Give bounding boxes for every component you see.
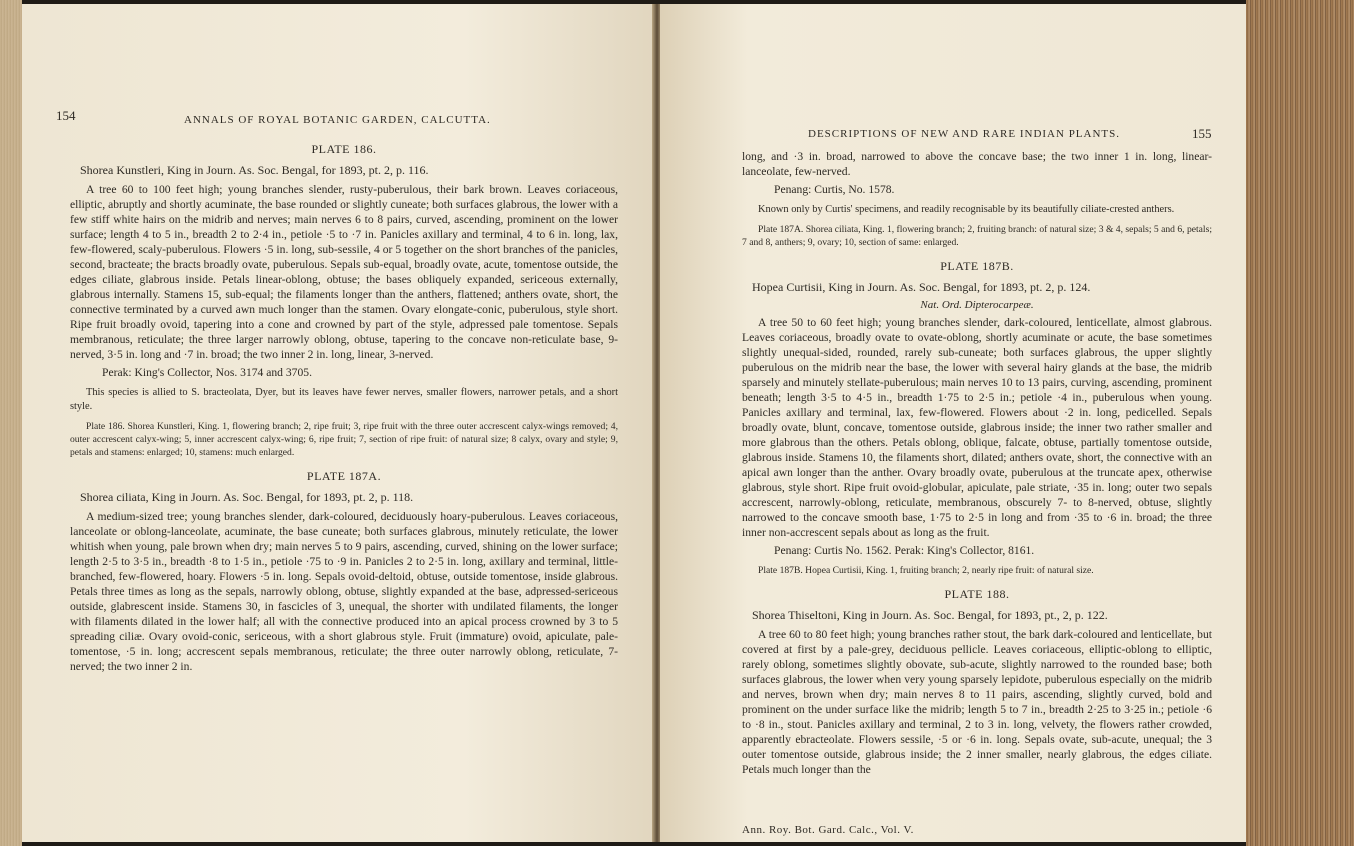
running-head-right: DESCRIPTIONS OF NEW AND RARE INDIAN PLANTS.	[808, 128, 1121, 140]
plate-186-description: A tree 60 to 100 feet high; young branches slender, rusty-puberulous, their bark brown. Leaves coriaceous, elliptic, abruptly and shortly acuminate, the base rounded or slightly cuneate; both surfaces glabrous, the lower with a few stiff white hairs on the midrib and nerves; main nerves 6 to 8 pairs, curved, ascending, prominent on the lower surface; length 4 to 5 in., breadth 2 to 2·4 in., petiole ·5 to ·7 in. Panicles axillary and terminal, 4 to 6 in. long, lax, few-flowered, scaly-puberulous. Flowers ·5 in. long, sub-sessile, 4 or 5 together on the short branches of the panicles, second, bracteate; the bracts broadly ovate, puberulous. Sepals sub-equal, broadly ovate, acute, tomentose outside, the edges ciliate, glabrous inside. Petals linear-oblong, obtuse; the bases obliquely expanded, sericeous externally, glabrous internally. Stamens 15, sub-equal; the filaments longer than the anthers, flattened; anthers ovate, short, the connective terminated by a curved awn much longer than the stamen. Ovary elongate-conic, puberulous, style short. Ripe fruit broadly ovoid, tapering into a cone and crowned by part of the style, adpressed pale tomentose. Sepals membranous, reticulate; the three larger narrowly oblong, obtuse, tapering to the concave non-reticulate base, 9-nerved, 3·5 in. long and ·7 in. broad; the two inner 2 in. long, linear, 3-nerved.	[70, 183, 618, 361]
plate-186-taxon: Shorea Kunstleri, King in Journ. As. Soc. Bengal, for 1893, pt. 2, p. 116.	[80, 163, 429, 177]
left-page	[22, 4, 654, 842]
plate-187a-note: Known only by Curtis' specimens, and readily recognisable by its beautifully ciliate-crested anthers.	[758, 204, 1175, 215]
running-head-left: ANNALS OF ROYAL BOTANIC GARDEN, CALCUTTA.	[184, 114, 491, 126]
plate-186-locality: Perak: King's Collector, Nos. 3174 and 3705.	[102, 366, 312, 379]
plate-188-title: PLATE 188.	[944, 587, 1010, 601]
page-number-left: 154	[56, 108, 76, 123]
book-edge-right	[1246, 0, 1354, 846]
left-page-text	[70, 134, 618, 677]
plate-187a-caption: Plate 187A. Shorea ciliata, King. 1, flowering branch; 2, fruiting branch: of natural size; 3 & 4, sepals; 5 and 6, petals; 7 and 8, anthers; 9, ovary; 10, section of same: enlarged.	[742, 224, 1212, 248]
plate-187a-description: A medium-sized tree; young branches slender, dark-coloured, deciduously hoary-puberulous. Leaves coriaceous, lanceolate or oblong-lanceolate, acuminate, the base cuneate; both surfaces glabrous, minutely reticulate, the lower whitish when young, pale brown when dry; main nerves 5 to 9 pairs, ascending, curved, shining on the lower surface; length 2·5 to 3·5 in., breadth ·8 to 1·5 in., petiole ·75 to ·9 in. Panicles 2 to 2·5 in. long, axillary and terminal, little-branched, few-flowered, hoary. Flowers ·5 in. long. Sepals ovoid-deltoid, obtuse, outside tomentose, inside glabrous. Petals three times as long as the sepals, narrowly oblong, obtuse, slightly expanded at the base, adpressed-sericeous outside, glabrescent inside. Stamens 30, in fascicles of 3, unequal, the shorter with undilated filaments, the longer with filaments dilated in the lower half; all with the connective produced into an apical process crowned by 3 to 5 spreading ciliæ. Ovary ovoid-conic, sericeous, with a short glabrous style. Fruit (immature) ovoid, apiculate, pale-tomentose, ·5 in. long; accrescent sepals membranous, reticulate; the three outer narrowly oblong, reticulate, 7-nerved; the two inner 2 in.	[70, 510, 618, 673]
page-number-right: 155	[1192, 126, 1212, 141]
book-edge-left	[0, 0, 22, 846]
plate-187a-title: PLATE 187A.	[306, 469, 382, 483]
plate-187a-taxon: Shorea ciliata, King in Journ. As. Soc. Bengal, for 1893, pt. 2, p. 118.	[80, 490, 414, 504]
plate-186-note: This species is allied to S. bracteolata, Dyer, but its leaves have fewer nerves, smaller flowers, narrower petals, and a short style.	[70, 387, 618, 412]
plate-186-title: PLATE 186.	[311, 142, 377, 156]
plate-186-caption: Plate 186. Shorea Kunstleri, King. 1, flowering branch; 2, ripe fruit; 3, ripe fruit with the three outer accrescent calyx-wings removed; 4, outer accrescent calyx-wing; 5, inner accrescent calyx-wing; 6, ripe fruit; 7, section of ripe fruit: of natural size; 8 calyx, ovary and style; 9, petals and stamens: enlarged; 10, stamens: much enlarged.	[70, 421, 618, 458]
right-page-text	[742, 146, 1212, 780]
plate-188-description: A tree 60 to 80 feet high; young branches rather stout, the bark dark-coloured and lenticellate, but covered at first by a pale-grey, deciduous pellicle. Leaves coriaceous, elliptic-oblong to elliptic, rarely oblong, sometimes slightly obovate, sub-acute, slightly narrowed to the rounded base; both surfaces glabrous, the lower when very young sparsely lepidote, puberulous especially on the midrib and nerves, brown when dry; main nerves 8 to 11 pairs, ascending, slightly curved, bold and prominent on the under surface like the midrib; length 5 to 7 in., breadth 2·25 to 3·25 in.; petiole ·6 to ·8 in., stout. Panicles axillary and terminal, 2 to 3 in. long, velvety, the flowers rather crowded, apparently ebracteolate. Flowers sessile, ·5 or ·6 in. long. Sepals ovate, sub-acute, unequal; the 3 outer tomentose outside, glabrous inside; the 2 inner smaller, nearly glabrous, the edges ciliate. Petals much longer than the	[742, 628, 1212, 776]
plate-187b-locality: Penang: Curtis No. 1562. Perak: King's Collector, 8161.	[774, 544, 1035, 557]
plate-187b-caption: Plate 187B. Hopea Curtisii, King. 1, fruiting branch; 2, nearly ripe fruit: of natural size.	[758, 565, 1094, 576]
plate-187b-title: PLATE 187B.	[940, 259, 1014, 273]
right-page	[660, 4, 1246, 842]
plate-187b-nat-ord: Nat. Ord. Dipterocarpeæ.	[920, 299, 1034, 311]
plate-187b-description: A tree 50 to 60 feet high; young branches slender, dark-coloured, lenticellate, almost glabrous. Leaves coriaceous, broadly ovate to ovate-oblong, shortly acuminate or acute, the base sometimes slightly unequal-sided, rounded, rarely sub-cuneate; both surfaces glabrous, the upper slightly puberulous on the midrib near the base, the lower with several hairy glands at the base, the midrib sparsely and minutely stellate-puberulous; main nerves 10 to 13 pairs, curving, ascending, prominent beneath; length 3·5 to 4·5 in., breadth 1·75 to 2·5 in.; petiole ·4 in., puberulous when young. Panicles axillary and terminal, lax, few-flowered. Flowers about ·2 in. long, pedicelled. Sepals broadly ovate, blunt, concave, tomentose outside, glabrous inside; the inner two rather smaller and more glabrous than the others. Petals oblong, oblique, falcate, obtuse, partially tomentose outside, glabrous inside. Stamens 10, the filaments short, dilated; anthers ovate, short, the connective with an apical awn longer than the anther. Ovary broadly ovate, puberulous at the truncate apex, otherwise glabrous, style short. Ripe fruit ovoid-globular, apiculate, pale striate, ·35 in. long; outer two sepals accrescent, narrowly-oblong, reticulate, membranous, obscurely 7- to 8-nerved, obtuse, slightly narrowed to the concave smooth base, 1·75 to 2·5 in long and from ·35 to ·6 in. broad; the three inner non-accrescent sepals about as long as the fruit.	[742, 316, 1212, 539]
plate-187b-taxon: Hopea Curtisii, King in Journ. As. Soc. Bengal, for 1893, pt. 2, p. 124.	[752, 280, 1091, 294]
plate-188-taxon: Shorea Thiseltoni, King in Journ. As. Soc. Bengal, for 1893, pt., 2, p. 122.	[752, 608, 1108, 622]
page-footer: Ann. Roy. Bot. Gard. Calc., Vol. V.	[742, 824, 914, 836]
plate-187a-continuation: long, and ·3 in. broad, narrowed to above the concave base; the two inner 1 in. long, linear-lanceolate, few-nerved.	[742, 150, 1212, 178]
plate-187a-locality: Penang: Curtis, No. 1578.	[774, 183, 895, 196]
